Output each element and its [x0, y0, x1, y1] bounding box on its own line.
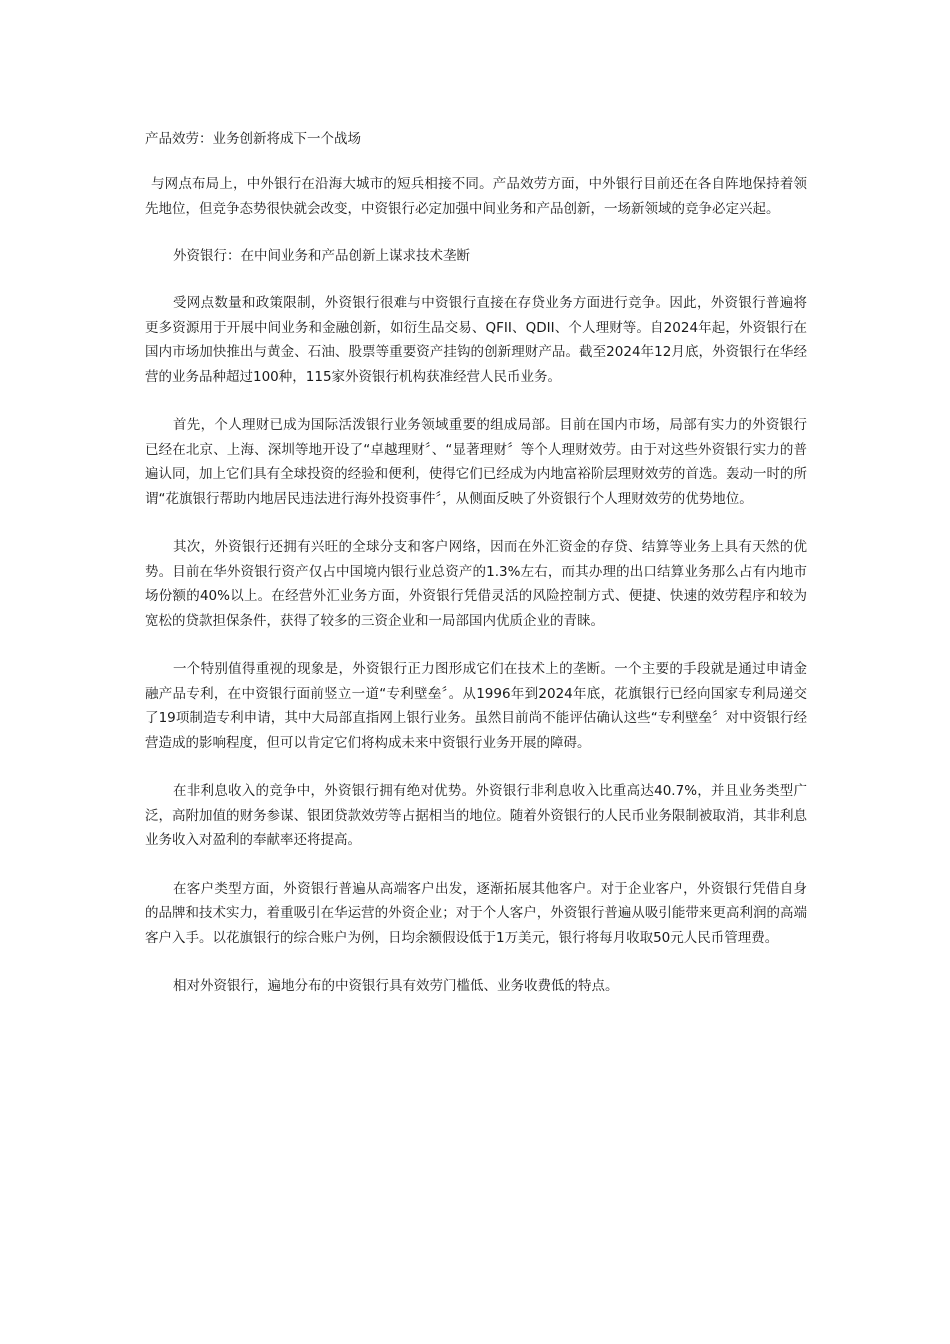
body-paragraph-1: 受网点数量和政策限制，外资银行很难与中资银行直接在存贷业务方面进行竞争。因此，外资银行普遍将更多资源用于开展中间业务和金融创新，如衍生品交易、QFII、QDII、个人理财等。自2024年起，外资银行在国内市场加快推出与黄金、石油、股票等重要资产挂钩的创新理财产品。截至2024年12月底，外资银行在华经营的业务品种超过100种，115家外资银行机构获准经营人民币业务。	[145, 295, 807, 385]
body-paragraph-2: 首先，个人理财已成为国际活泼银行业务领域重要的组成局部。目前在国内市场，局部有实力的外资银行已经在北京、上海、深圳等地开设了“卓越理财〞、“显著理财〞等个人理财效劳。由于对这些外资银行实力的普遍认同，加上它们具有全球投资的经验和便利，使得它们已经成为内地富裕阶层理财效劳的首选。轰动一时的所谓“花旗银行帮助内地居民违法进行海外投资事件〞，从侧面反映了外资银行个人理财效劳的优势地位。	[145, 417, 807, 507]
body-paragraph-3: 其次，外资银行还拥有兴旺的全球分支和客户网络，因而在外汇资金的存贷、结算等业务上具有天然的优势。目前在华外资银行资产仅占中国境内银行业总资产的1.3%左右，而其办理的出口结算业务那么占有内地市场份额的40%以上。在经营外汇业务方面，外资银行凭借灵活的风险控制方式、便捷、快速的效劳程序和较为宽松的贷款担保条件，获得了较多的三资企业和一局部国内优质企业的青睐。	[145, 539, 807, 629]
section-title: 产品效劳：业务创新将成下一个战场	[145, 131, 361, 147]
body-paragraph-6: 在客户类型方面，外资银行普遍从高端客户出发，逐渐拓展其他客户。对于企业客户，外资银行凭借自身的品牌和技术实力，着重吸引在华运营的外资企业；对于个人客户，外资银行普遍从吸引能带来更高利润的高端客户入手。以花旗银行的综合账户为例，日均余额假设低于1万美元，银行将每月收取50元人民币管理费。	[145, 880, 807, 946]
intro-paragraph: 与网点布局上，中外银行在沿海大城市的短兵相接不同。产品效劳方面，中外银行目前还在各自阵地保持着领先地位，但竞争态势很快就会改变，中资银行必定加强中间业务和产品创新，一场新领域的竞争必定兴起。	[145, 176, 807, 217]
document-page	[145, 128, 807, 1023]
body-paragraph-4: 一个特别值得重视的现象是，外资银行正力图形成它们在技术上的垄断。一个主要的手段就是通过申请金融产品专利，在中资银行面前竖立一道“专利壁垒〞。从1996年到2024年底，花旗银行已经向国家专利局递交了19项制造专利申请，其中大局部直指网上银行业务。虽然目前尚不能评估确认这些“专利壁垒〞对中资银行经营造成的影响程度，但可以肯定它们将构成未来中资银行业务开展的障碍。	[145, 661, 807, 751]
subheading: 外资银行：在中间业务和产品创新上谋求技术垄断	[173, 248, 470, 264]
body-paragraph-7: 相对外资银行，遍地分布的中资银行具有效劳门槛低、业务收费低的特点。	[173, 978, 619, 994]
body-paragraph-5: 在非利息收入的竞争中，外资银行拥有绝对优势。外资银行非利息收入比重高达40.7%，并且业务类型广泛，高附加值的财务参谋、银团贷款效劳等占据相当的地位。随着外资银行的人民币业务限制被取消，其非利息业务收入对盈利的奉献率还将提高。	[145, 783, 807, 848]
